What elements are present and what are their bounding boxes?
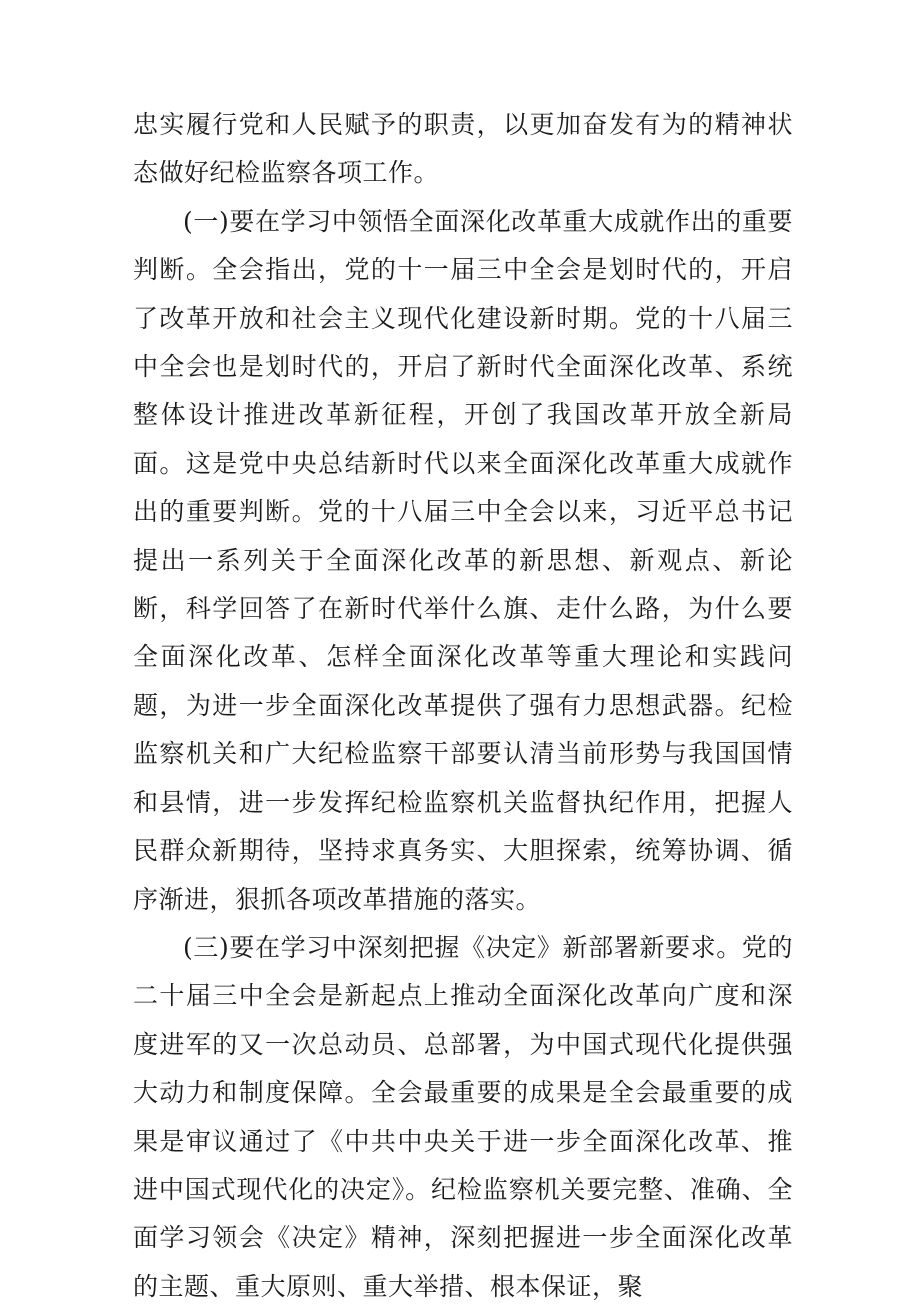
paragraph-continuation: 忠实履行党和人民赋予的职责，以更加奋发有为的精神状态做好纪检监察各项工作。 (133, 110, 793, 188)
paragraph-section-three: (三)要在学习中深刻把握《决定》新部署新要求。党的二十届三中全会是新起点上推动全面深化改革向广度和深度进军的又一次总动员、总部署，为中国式现代化提供强大动力和制度保障。全会最重要的成果是全会最重要的成果是审议通过了《中共中央关于进一步全面深化改革、推进中国式现代化的决定》。纪检监察机关要完整、准确、全面学习领会《决定》精神，深刻把握进一步全面深化改革的主题、重大原则、重大举措、根本保证，聚 (133, 932, 793, 1301)
document-body (133, 101, 793, 1311)
paragraph-section-one: (一)要在学习中领悟全面深化改革重大成就作出的重要判断。全会指出，党的十一届三中全会是划时代的，开启了改革开放和社会主义现代化建设新时期。党的十八届三中全会也是划时代的，开启了新时代全面深化改革、系统整体设计推进改革新征程，开创了我国改革开放全新局面。这是党中央总结新时代以来全面深化改革重大成就作出的重要判断。党的十八届三中全会以来，习近平总书记提出一系列关于全面深化改革的新思想、新观点、新论断，科学回答了在新时代举什么旗、走什么路，为什么要全面深化改革、怎样全面深化改革等重大理论和实践问题，为进一步全面深化改革提供了强有力思想武器。纪检监察机关和广大纪检监察干部要认清当前形势与我国国情和县情，进一步发挥纪检监察机关监督执纪作用，把握人民群众新期待，坚持求真务实、大胆探索，统筹协调、循序渐进，狠抓各项改革措施的落实。 (133, 206, 793, 914)
